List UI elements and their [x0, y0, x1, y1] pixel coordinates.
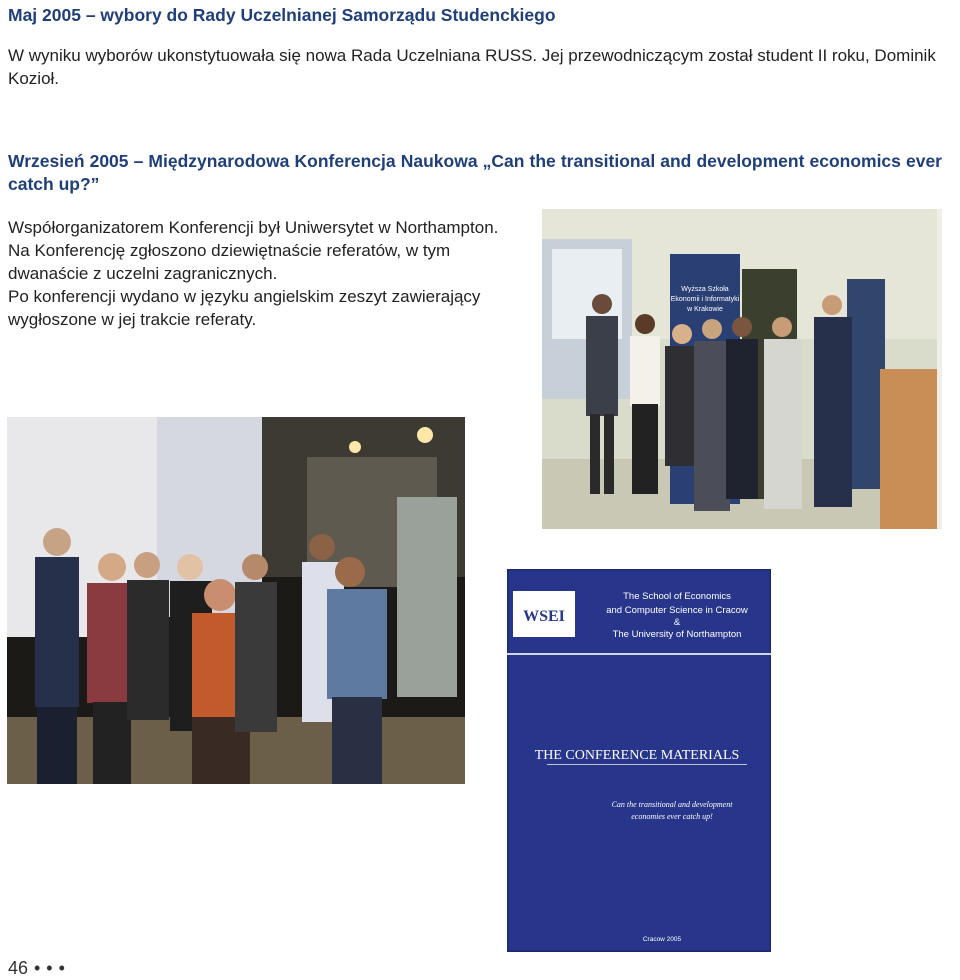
cover-org-line-3: The University of Northampton	[612, 629, 742, 640]
elections-paragraph: W wyniku wyborów ukonstytuowała się nowa Rada Uczelniana RUSS. Jej przewodniczącym został student II roku, Dominik Kozioł.	[8, 46, 936, 88]
banner-line-1: Wyższa Szkoła	[681, 286, 729, 293]
hallway-group-photo	[7, 417, 465, 784]
cover-amp: &	[673, 617, 681, 628]
banner-line-2: Ekonomii i Informatyki	[670, 296, 740, 303]
conference-line-coorganizer: Współorganizatorem Konferencji był Uniwersytet w Northampton.	[8, 218, 499, 237]
section-heading-conference: Wrzesień 2005 – Międzynarodowa Konferencja Naukowa „Can the transitional and development economics ever catch up?”	[8, 151, 942, 194]
cover-footer: Cracow 2005	[642, 936, 682, 943]
page-number: 46	[8, 958, 29, 978]
conference-group-photo	[542, 209, 942, 529]
banner-line-3: w Krakowie	[687, 306, 723, 313]
conference-paragraph	[8, 216, 518, 331]
cover-org-line-1: The School of Economics	[623, 591, 731, 602]
cover-subtitle-line-1: Can the transitional and development	[611, 800, 733, 809]
cover-title: THE CONFERENCE MATERIALS	[534, 748, 740, 763]
conference-line-papers: Na Konferencję zgłoszono dziewiętnaście referatów, w tym dwanaście z uczelni zagranicznych.	[8, 241, 451, 283]
conference-line-publication: Po konferencji wydano w języku angielskim zeszyt zawierający wygłoszone w jej trakcie referaty.	[8, 287, 481, 329]
section-heading-elections: Maj 2005 – wybory do Rady Uczelnianej Samorządu Studenckiego	[8, 5, 556, 25]
cover-subtitle-line-2: economies ever catch up!	[631, 812, 713, 821]
footer-dots: •••	[34, 958, 71, 978]
cover-org-line-2: and Computer Science in Cracow	[606, 605, 748, 616]
conference-materials-cover	[507, 569, 771, 952]
cover-logo-text: WSEI	[523, 608, 565, 625]
